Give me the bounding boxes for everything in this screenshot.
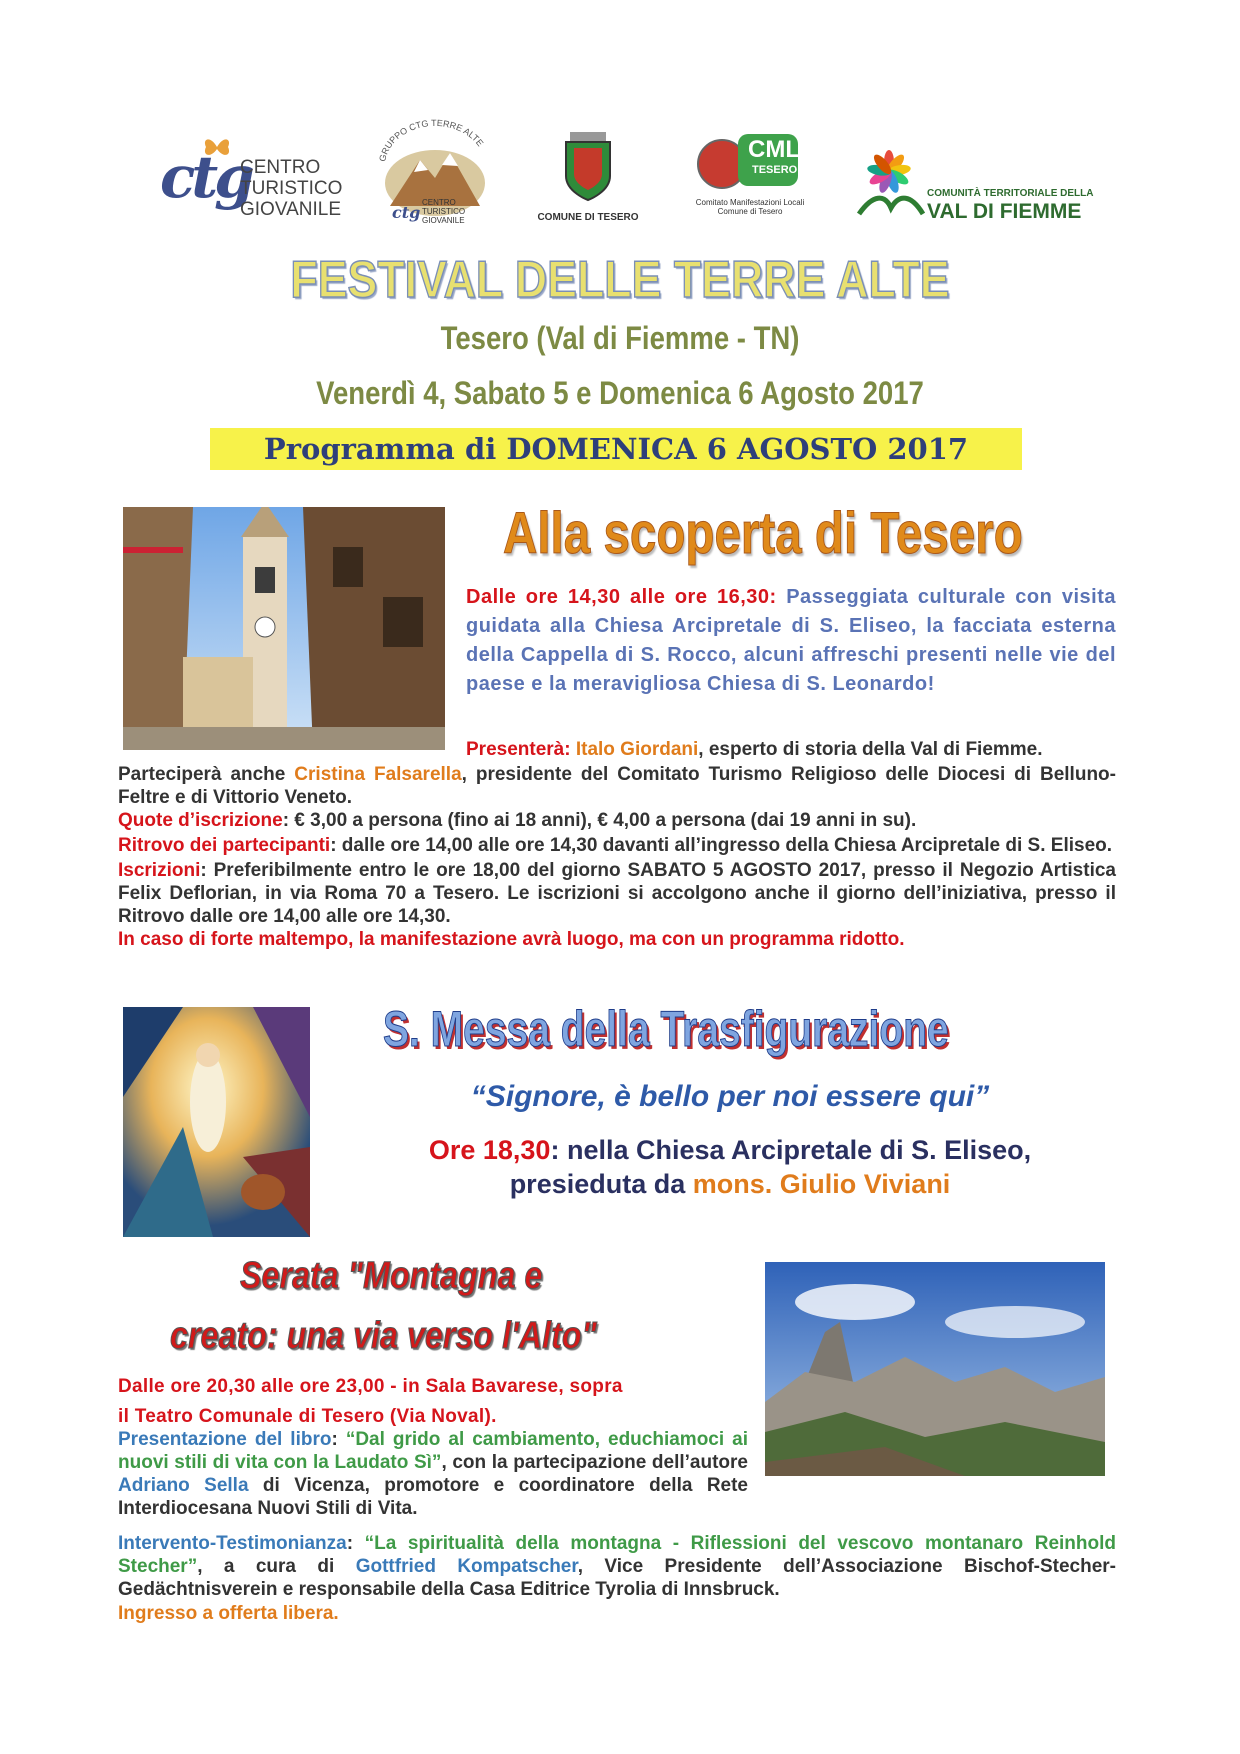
ctg-name: CENTRO TURISTICO GIOVANILE (240, 157, 343, 220)
section3-title-line1: Serata "Montagna e (240, 1255, 543, 1297)
festival-dates: Venerdì 4, Sabato 5 e Domenica 6 Agosto 2017 (316, 375, 924, 411)
svg-text:GRUPPO CTG TERRE ALTE: GRUPPO CTG TERRE ALTE (377, 118, 486, 163)
ctg-mark: ctg (160, 143, 251, 211)
section3-title-line2: creato: una via verso l'Alto" (170, 1315, 597, 1357)
tesero-village-photo (123, 507, 445, 750)
section1-presenter: Presenterà: Italo Giordani, esperto di storia della Val di Fiemme. (466, 739, 1043, 760)
transfiguration-painting (123, 1007, 310, 1237)
celebrant-name: Giulio Viviani (772, 1169, 951, 1199)
section1-intro: Dalle ore 14,30 alle ore 16,30: Passeggiata culturale con visita guidata alla Chiesa Arcipretale di S. Eliseo, la facciata esterna della Cappella di S. Rocco, alcuni affreschi presenti nelle vie del paese e la meravigliosa Chiesa di S. Leonardo! (466, 586, 1116, 695)
val-fiemme-logo (855, 150, 1095, 225)
section2-details: Ore 18,30: nella Chiesa Arcipretale di S. Eliseo, presieduta da mons. Giulio Viviani (428, 1135, 1032, 1199)
presenter-name: Italo Giordani (575, 739, 699, 760)
book-paragraph: Presentazione del libro: “Dal grido al cambiamento, educhiamoci ai nuovi stili di vita con la Laudato Sì”, con la partecipazione dell’autore Adriano Sella di Vicenza, promotore e coordinatore della Rete Interdiocesana Nuovi Stili di Vita. (118, 1429, 749, 1519)
author-name: Adriano Sella (118, 1475, 249, 1496)
terre-alte-logo: GRUPPO CTG TERRE ALTE ctg CENTRO TURISTICO GIOVANILE (370, 118, 500, 223)
speaker-name: Gottfried Kompatscher (355, 1556, 578, 1577)
section2-time: Ore 18,30 (428, 1135, 551, 1165)
entry-note: Ingresso a offerta libera. (118, 1603, 339, 1624)
book-title: “Dal grido al cambiamento, educhiamoci ai nuovi stili di vita con la Laudato Sì” (118, 1429, 749, 1473)
flower-icon (855, 150, 925, 220)
section3-time: Dalle ore 20,30 alle ore 23,00 - in Sala Bavarese, sopra il Teatro Comunale di Tesero (Via Noval). (118, 1376, 623, 1427)
fees-paragraph: Quote d’iscrizione: € 3,00 a persona (fino ai 18 anni), € 4,00 a persona (dai 19 anni in su). (118, 810, 917, 831)
section1-details (118, 763, 1116, 951)
talk-paragraph: Intervento-Testimonianza: “La spiritualità della montagna - Riflessioni del vescovo montanaro Reinhold Stecher”, a cura di Gottfried Kompatscher, Vice Presidente dell’Associazione Bischof-Stecher-Gedächtnisverein e responsabile della Casa Editrice Tyrolia di Innsbruck. (118, 1533, 1116, 1600)
festival-location: Tesero (Val di Fiemme - TN) (440, 320, 800, 356)
section2-title: S. Messa della Trasfigurazione (383, 1001, 949, 1057)
section1-time: Dalle ore 14,30 alle ore 16,30 (466, 586, 770, 608)
dolomites-photo (765, 1262, 1105, 1476)
talk-title: “La spiritualità della montagna - Riflessioni del vescovo montanaro Reinhold Stecher” (118, 1533, 1116, 1577)
section2-quote: “Signore, è bello per noi essere qui” (470, 1080, 990, 1113)
guest-paragraph: Parteciperà anche Cristina Falsarella, presidente del Comitato Turismo Religioso delle Diocesi di Belluno-Feltre e di Vittorio Veneto. (118, 764, 1116, 808)
comune-label: COMUNE DI TESERO (537, 212, 639, 223)
weather-note: In caso di forte maltempo, la manifestazione avrà luogo, ma con un programma ridotto. (118, 929, 905, 950)
cml-badge-text: CML (748, 136, 800, 163)
comune-tesero-logo (528, 128, 648, 223)
festival-title: FESTIVAL DELLE TERRE ALTE (290, 251, 950, 309)
cml-logo: CML TESERO Comitato Manifestazioni Locali Comune di Tesero (690, 128, 810, 223)
val-fiemme-line2: VAL DI FIEMME (927, 200, 1082, 223)
svg-text:ctg: ctg (392, 203, 421, 222)
coat-of-arms-icon (528, 128, 648, 206)
section1-title: Alla scoperta di Tesero (503, 501, 1023, 566)
section1-description: Passeggiata culturale con visita guidata alla Chiesa Arcipretale di S. Eliseo, la facciata esterna della Cappella di S. Rocco, alcuni affreschi presenti nelle vie del paese e la meravigliosa Chiesa di S. Leonardo! (466, 586, 1116, 695)
signup-paragraph: Iscrizioni: Preferibilmente entro le ore 18,00 del giorno SABATO 5 AGOSTO 2017, presso il Negozio Artistica Felix Deflorian, in via Roma 70 a Tesero. Le iscrizioni si accolgono anche il giorno dell’iniziativa, presso il Ritrovo dalle ore 14,00 alle ore 14,30. (118, 860, 1116, 927)
ctg-logo (160, 135, 343, 220)
program-banner: Programma di DOMENICA 6 AGOSTO 2017 (210, 428, 1022, 470)
cml-badge-sub: TESERO (752, 164, 798, 176)
val-fiemme-line1: COMUNITÀ TERRITORIALE DELLA (927, 188, 1094, 199)
guest-name: Cristina Falsarella (294, 764, 462, 785)
meeting-paragraph: Ritrovo dei partecipanti: dalle ore 14,00 alle ore 14,30 davanti all’ingresso della Chiesa Arcipretale di S. Eliseo. (118, 835, 1113, 856)
